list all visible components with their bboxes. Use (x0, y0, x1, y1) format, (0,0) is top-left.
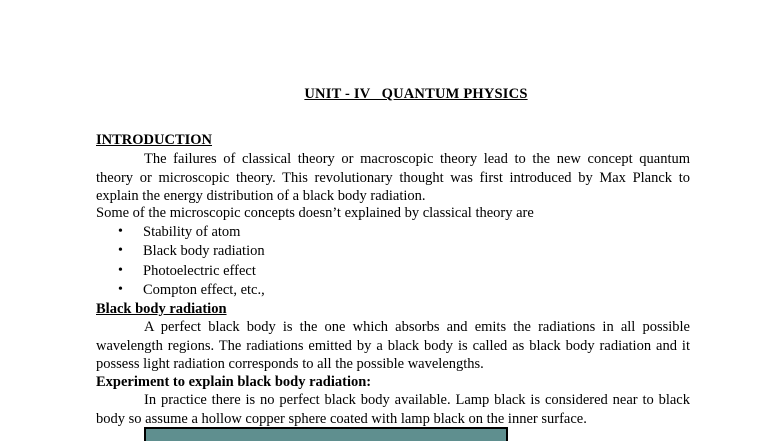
black-body-paragraph-text: A perfect black body is the one which absorbs and emits the radiations in all possible wavelength regions. The radiations emitted by a black body is called as black body radiation and it possess light radiation corresponds to all the possible wavelengths. (96, 319, 690, 373)
introduction-paragraph (96, 150, 690, 206)
bullet-icon: • (118, 282, 123, 297)
bullet-icon: • (118, 224, 123, 239)
section-heading-black-body-radiation: Black body radiation (96, 301, 227, 317)
black-body-paragraph (96, 318, 690, 374)
introduction-paragraph-text: The failures of classical theory or macroscopic theory lead to the new concept quantum theory or microscopic theory. This revolutionary thought was first introduced by Max Planck to explain the energy distribution of a black body radiation. (96, 151, 690, 205)
page-title: UNIT - IV QUANTUM PHYSICS (304, 86, 528, 102)
list-item-text: Compton effect, etc., (143, 282, 265, 298)
experiment-paragraph (96, 391, 690, 428)
figure-diagram-box (144, 427, 508, 441)
list-item-text: Stability of atom (143, 224, 241, 240)
section-heading-experiment: Experiment to explain black body radiation: (96, 374, 372, 390)
concepts-intro-line: Some of the microscopic concepts doesn’t explained by classical theory are (96, 205, 534, 221)
list-item-text: Photoelectric effect (143, 263, 256, 279)
list-item-text: Black body radiation (143, 243, 265, 259)
bullet-icon: • (118, 263, 123, 278)
section-heading-introduction: INTRODUCTION (96, 132, 213, 148)
experiment-paragraph-text: In practice there is no perfect black body available. Lamp black is considered near to black body so assume a hollow copper sphere coated with lamp black on the inner surface. (96, 392, 690, 427)
bullet-icon: • (118, 243, 123, 258)
